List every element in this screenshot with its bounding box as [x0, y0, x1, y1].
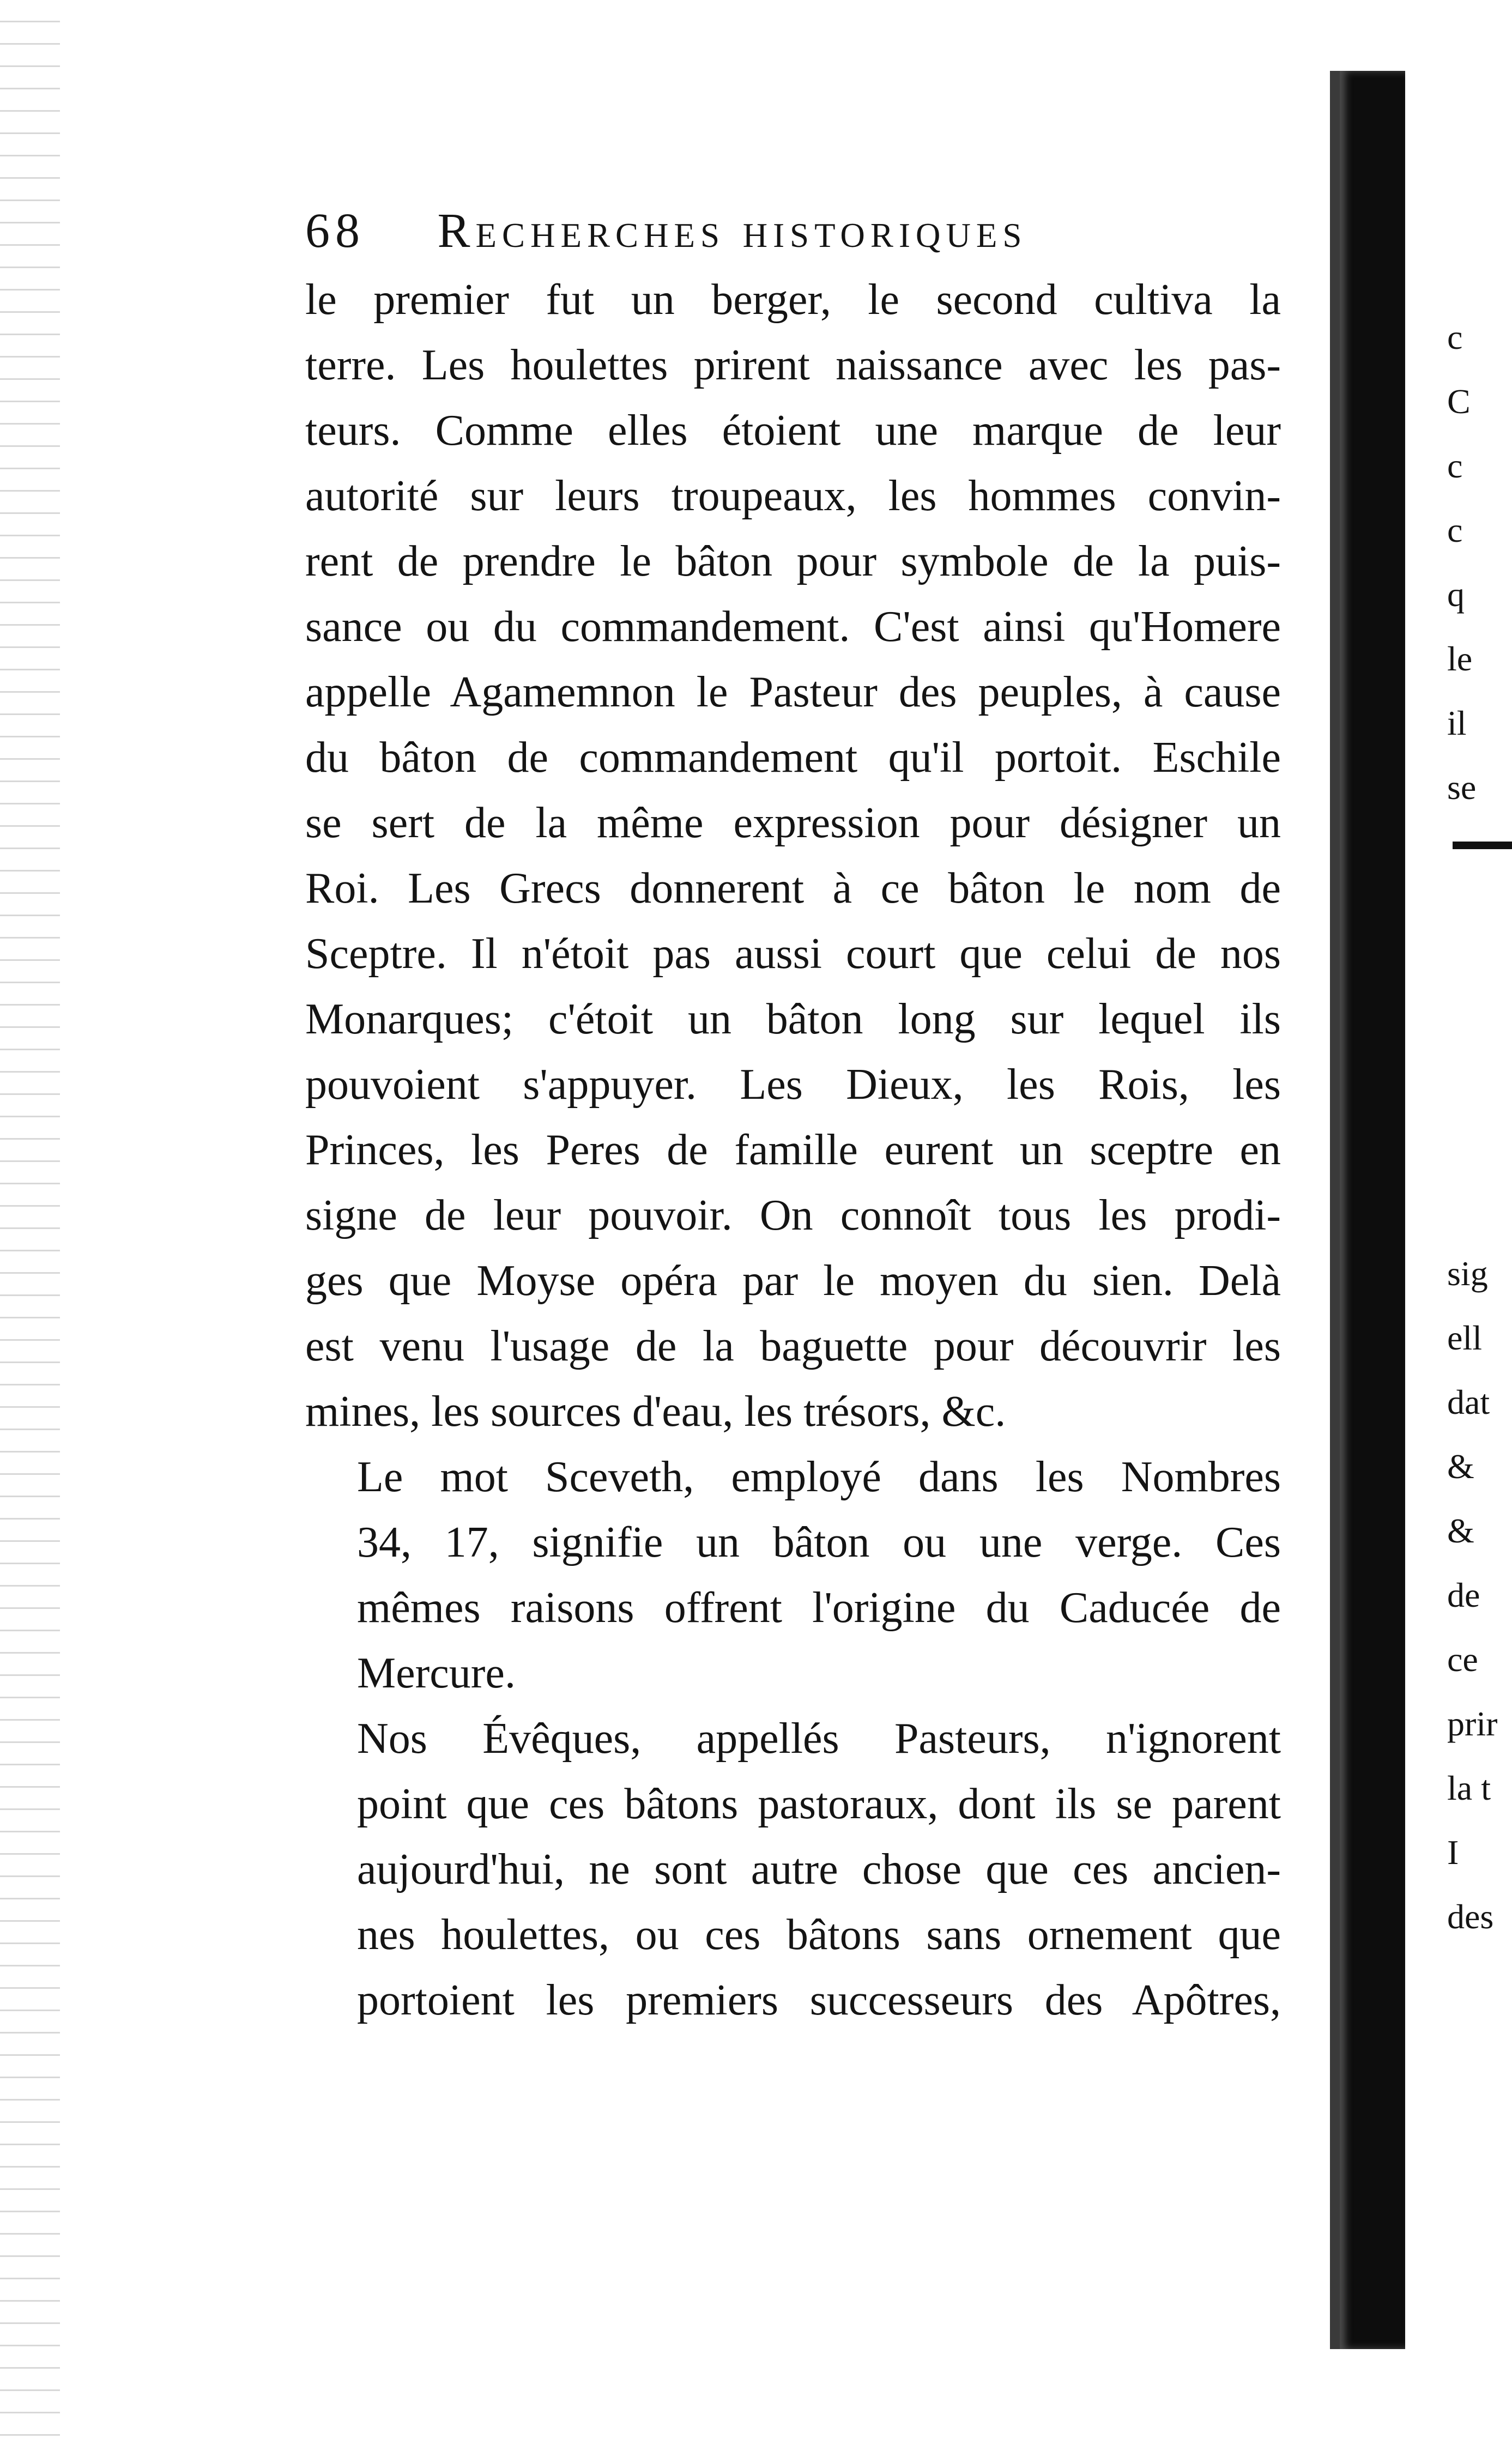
text-line: portoient les premiers successeurs des Apôtres,: [357, 1976, 1281, 2024]
fragment-text: dat: [1447, 1383, 1490, 1421]
text-line: Le mot Sceveth, employé dans les Nombres: [357, 1453, 1281, 1501]
text-line: pouvoient s'appuyer. Les Dieux, les Rois, les: [305, 1061, 1281, 1109]
next-page-fragment: [1447, 305, 1512, 1949]
text-line: teurs. Comme elles étoient une marque de leur: [305, 407, 1281, 455]
fragment-text: ce: [1447, 1640, 1478, 1679]
text-line: point que ces bâtons pastoraux, dont ils se parent: [357, 1780, 1281, 1828]
text-line: Monarques; c'étoit un bâton long sur lequel ils: [305, 995, 1281, 1043]
paragraph: [305, 1444, 1281, 1706]
fragment-text: &: [1447, 1511, 1474, 1550]
text-line: Princes, les Peres de famille eurent un sceptre en: [305, 1126, 1281, 1174]
text-line: mines, les sources d'eau, les trésors, &c.: [305, 1388, 1006, 1436]
paragraph: [305, 267, 1281, 1444]
fragment-text: c: [1447, 446, 1463, 485]
fragment-text: C: [1447, 382, 1471, 421]
fragment-text: de: [1447, 1576, 1480, 1614]
text-line: Roi. Les Grecs donnerent à ce bâton le nom de: [305, 864, 1281, 912]
text-line: ges que Moyse opéra par le moyen du sien. Delà: [305, 1257, 1281, 1305]
fragment-text: se: [1447, 768, 1477, 807]
fragment-text: ell: [1447, 1318, 1482, 1357]
blank-gap: [1447, 882, 1512, 1242]
paragraph: [305, 1706, 1281, 2033]
text-line: du bâton de commandement qu'il portoit. Eschile: [305, 734, 1281, 782]
text-line: mêmes raisons offrent l'origine du Caducée de: [357, 1584, 1281, 1632]
fragment-text: q: [1447, 575, 1465, 614]
text-line: Mercure.: [357, 1649, 516, 1697]
page-number: 68: [305, 204, 365, 258]
fragment-text: prir: [1447, 1704, 1498, 1743]
fragment-text: il: [1447, 704, 1467, 742]
text-line: autorité sur leurs troupeaux, les hommes convin-: [305, 472, 1281, 520]
fragment-text: des: [1447, 1897, 1494, 1936]
text-line: nes houlettes, ou ces bâtons sans ornement que: [357, 1911, 1281, 1959]
fragment-text: &: [1447, 1447, 1474, 1486]
text-line: sance ou du commandement. C'est ainsi qu'Homere: [305, 603, 1281, 651]
text-line: le premier fut un berger, le second cultiva la: [305, 276, 1281, 324]
text-line: signe de leur pouvoir. On connoît tous les prodi-: [305, 1191, 1281, 1239]
fragment-text: sig: [1447, 1254, 1488, 1293]
left-page-edge: [0, 0, 60, 2451]
book-gutter: [1330, 71, 1405, 2349]
text-line: terre. Les houlettes prirent naissance avec les pas-: [305, 341, 1281, 389]
text-line: 34, 17, signifie un bâton ou une verge. Ces: [357, 1518, 1281, 1566]
text-line: aujourd'hui, ne sont autre chose que ces ancien-: [357, 1845, 1281, 1893]
fragment-text: c: [1447, 511, 1463, 549]
running-head-title: Recherches historiques: [437, 204, 1027, 258]
text-line: rent de prendre le bâton pour symbole de la puis-: [305, 537, 1281, 585]
section-rule: [1453, 842, 1512, 849]
fragment-text: la t: [1447, 1769, 1491, 1807]
text-line: Sceptre. Il n'étoit pas aussi court que celui de nos: [305, 930, 1281, 978]
fragment-text: c: [1447, 318, 1463, 356]
fragment-text: le: [1447, 639, 1473, 678]
text-line: se sert de la même expression pour désigner un: [305, 799, 1281, 847]
text-line: appelle Agamemnon le Pasteur des peuples, à cause: [305, 668, 1281, 716]
running-head: [305, 203, 1286, 268]
text-line: Nos Évêques, appellés Pasteurs, n'ignorent: [357, 1715, 1281, 1763]
text-column: [305, 267, 1281, 2033]
fragment-text: I: [1447, 1833, 1459, 1872]
text-line: est venu l'usage de la baguette pour découvrir les: [305, 1322, 1281, 1370]
